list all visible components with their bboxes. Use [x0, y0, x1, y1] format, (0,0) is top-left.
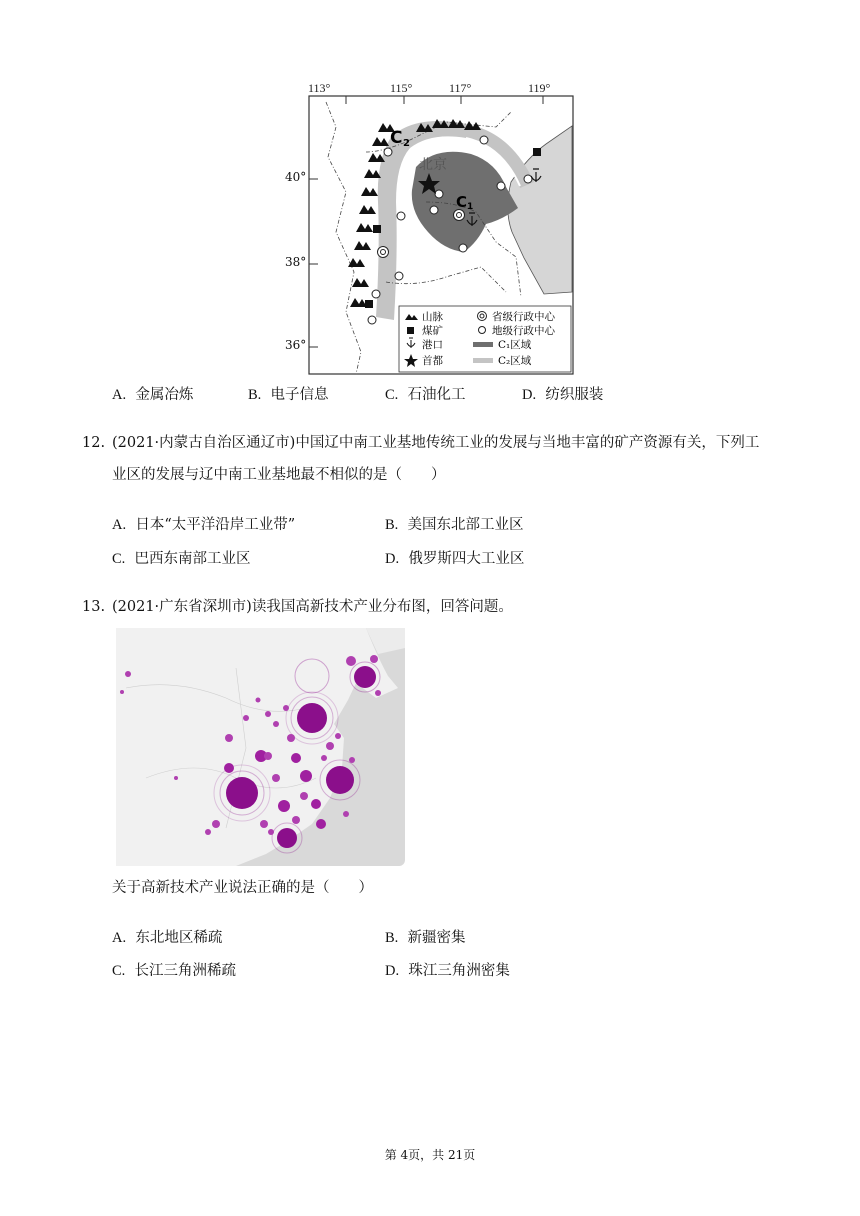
q12-option-d[interactable]	[385, 549, 524, 569]
lon-tick-119: 119°	[528, 82, 551, 95]
c2-sub: 2	[403, 138, 410, 149]
option-text: 电子信息	[270, 387, 329, 403]
coal-mine-icon	[407, 327, 414, 334]
q12-option-a[interactable]	[112, 515, 295, 535]
q12-stem-line1: (2021·内蒙古自治区通辽市)中国辽中南工业基地传统工业的发展与当地丰富的矿产资源有关，下列工	[112, 435, 760, 451]
q11-option-b[interactable]	[248, 385, 329, 405]
q12-option-c[interactable]	[112, 549, 251, 569]
option-text: 长江三角洲稀疏	[134, 963, 237, 979]
c2-label: C	[390, 128, 403, 148]
option-letter: B.	[248, 387, 262, 403]
q13-option-d[interactable]	[385, 961, 510, 981]
option-letter: D.	[522, 387, 537, 403]
option-letter: A.	[112, 930, 127, 946]
page-footer: 第 4页，共 21页	[384, 1148, 476, 1162]
lon-tick-113: 113°	[308, 82, 331, 95]
lat-tick-36: 36°	[285, 338, 307, 352]
option-text: 美国东北部工业区	[407, 517, 524, 533]
option-letter: A.	[112, 387, 127, 403]
option-letter: D.	[385, 551, 400, 567]
lat-tick-38: 38°	[285, 255, 307, 269]
legend-label: 首都	[422, 355, 443, 367]
lat-tick-40: 40°	[285, 170, 307, 184]
q11-option-c[interactable]	[385, 385, 466, 405]
q13-map	[116, 628, 405, 866]
c1-label: C	[456, 193, 468, 211]
option-letter: B.	[385, 517, 399, 533]
c2-region-swatch	[473, 358, 493, 363]
legend-label: 省级行政中心	[492, 311, 555, 323]
c1-region-swatch	[473, 342, 493, 347]
option-text: 新疆密集	[407, 930, 466, 946]
legend-label: 煤矿	[422, 325, 443, 337]
lon-tick-117: 117°	[449, 82, 472, 95]
q11-map	[306, 82, 576, 376]
option-text: 俄罗斯四大工业区	[408, 551, 525, 567]
legend-label: C₂区域	[498, 355, 532, 367]
q13-number: 13.	[82, 599, 106, 615]
c1-sub: 1	[467, 202, 474, 212]
beijing-label: 北京	[419, 157, 447, 173]
q11-option-d[interactable]	[522, 385, 603, 405]
legend-label: 山脉	[422, 311, 443, 323]
option-text: 石油化工	[407, 387, 466, 403]
option-text: 日本“太平洋沿岸工业带”	[135, 517, 296, 533]
legend-label: 地级行政中心	[492, 325, 555, 337]
q13-option-a[interactable]	[112, 928, 222, 948]
option-letter: C.	[385, 387, 399, 403]
legend-label: 港口	[422, 339, 443, 351]
q12-number: 12.	[82, 435, 106, 451]
q13-option-b[interactable]	[385, 928, 466, 948]
option-letter: D.	[385, 963, 400, 979]
province-center-icon	[478, 312, 487, 321]
q12-stem-line2: 业区的发展与辽中南工业基地最不相似的是（ ）	[112, 467, 446, 483]
option-letter: B.	[385, 930, 399, 946]
option-text: 金属冶炼	[135, 387, 194, 403]
option-letter: C.	[112, 551, 126, 567]
option-text: 东北地区稀疏	[135, 930, 223, 946]
option-letter: A.	[112, 517, 127, 533]
option-text: 纺织服装	[545, 387, 604, 403]
q11-option-a[interactable]	[112, 385, 193, 405]
option-text: 珠江三角洲密集	[408, 963, 510, 979]
legend-label: C₁区域	[498, 339, 532, 351]
option-letter: C.	[112, 963, 126, 979]
q13-option-c[interactable]	[112, 961, 236, 981]
lon-tick-115: 115°	[390, 82, 413, 95]
q12-option-b[interactable]	[385, 515, 524, 535]
option-text: 巴西东南部工业区	[134, 551, 251, 567]
q13-stem: (2021·广东省深圳市)读我国高新技术产业分布图，回答问题。	[112, 599, 513, 615]
q13-sub-question: 关于高新技术产业说法正确的是（ ）	[112, 880, 373, 896]
prefecture-center-icon	[479, 327, 486, 334]
